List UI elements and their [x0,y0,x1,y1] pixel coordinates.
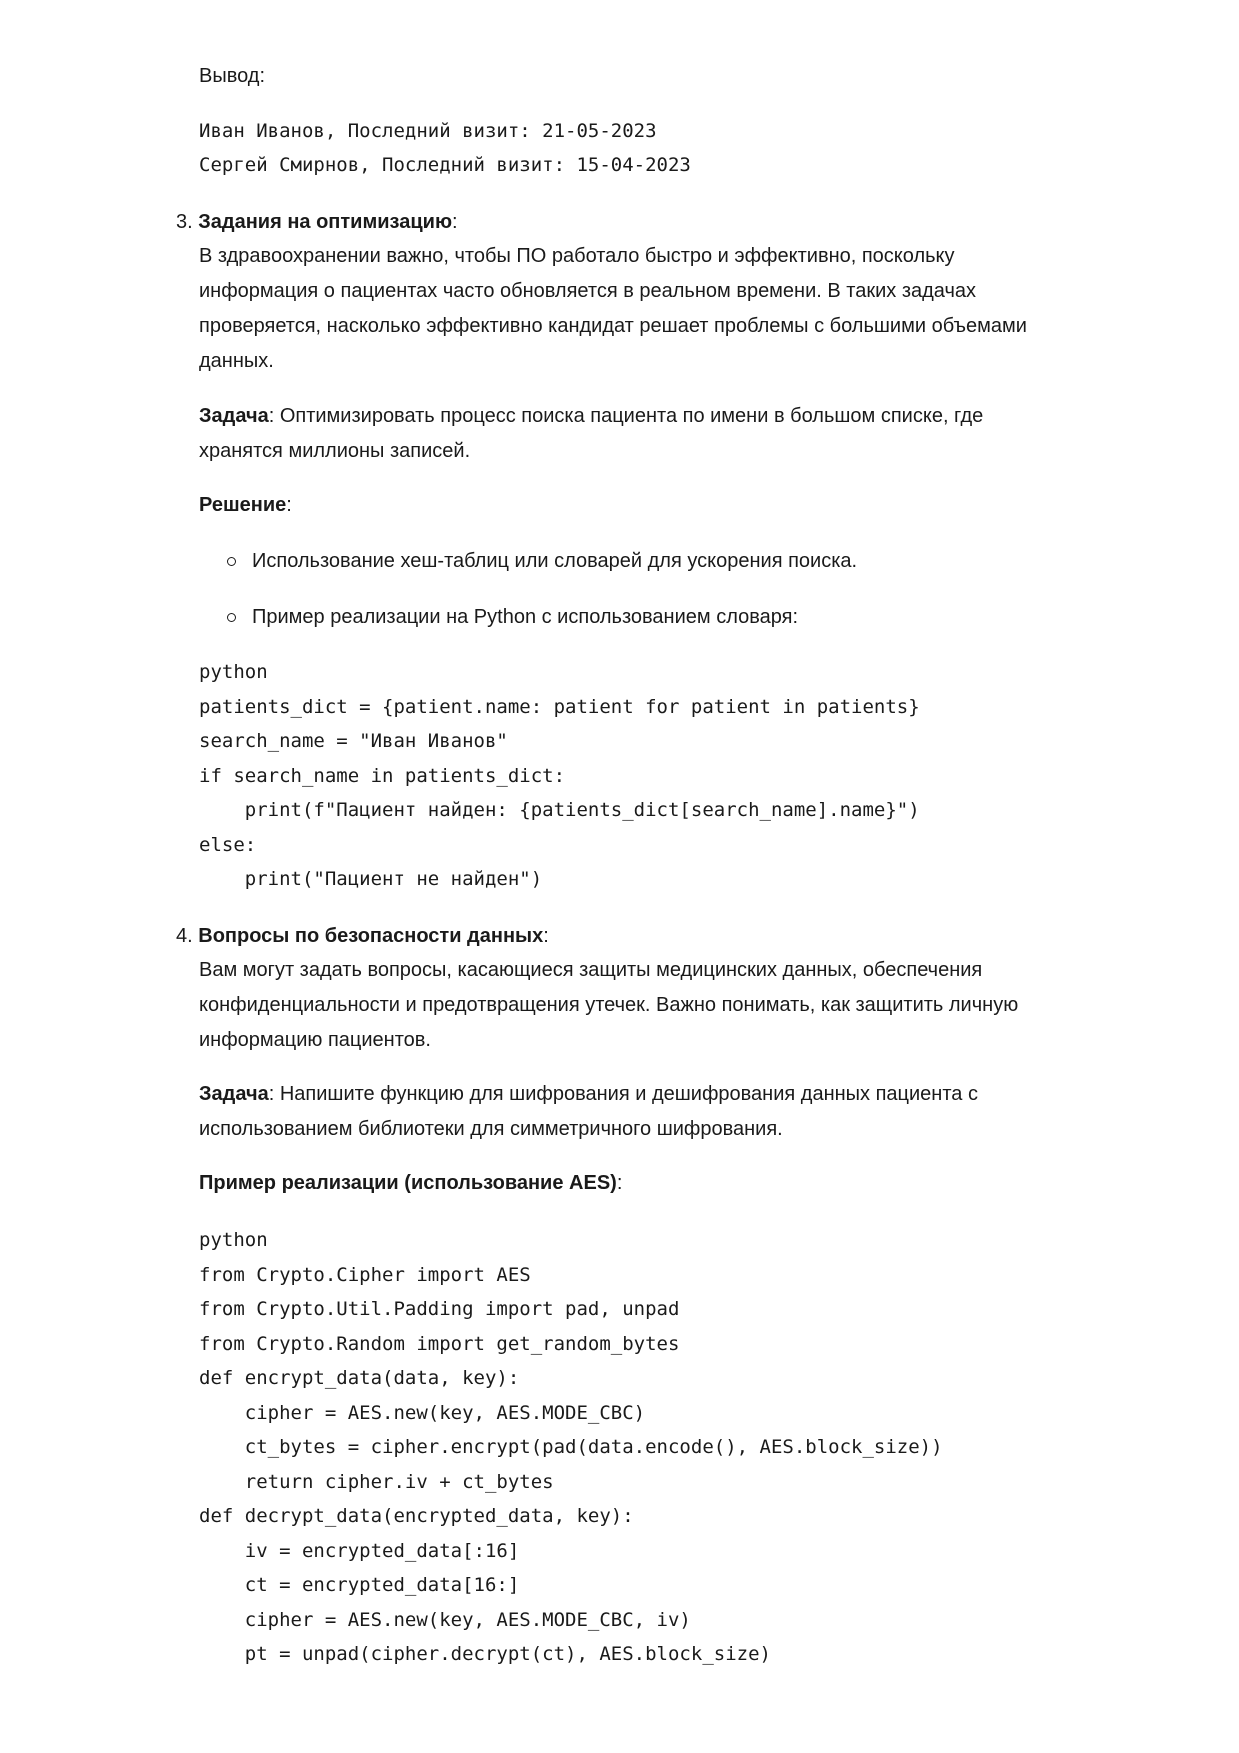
output-label: Вывод: [199,65,266,87]
section-4-heading: 4. Вопросы по безопасности данных: [176,925,549,947]
solution-label: Решение [199,494,287,516]
code-line: def decrypt_data(encrypted_data, key): [199,1505,634,1527]
code-line: from Crypto.Util.Padding import pad, unpad [199,1298,680,1320]
code-line: print(f"Пациент найден: {patients_dict[search_name].name}") [199,799,920,821]
section-3-solution-heading: Решение: [199,494,292,516]
code-line: ct = encrypted_data[16:] [199,1574,520,1596]
section-3-task: Задача: Оптимизировать процесс поиска пациента по имени в большом списке, где хранятся миллионы записей. [199,405,984,462]
code-line: else: [199,833,257,856]
section-4-task: Задача: Напишите функцию для шифрования и дешифрования данных пациента с использованием библиотеки для симметричного шифрования. [199,1083,978,1140]
section-3-heading: 3. Задания на оптимизацию: [176,211,458,233]
code-line: patients_dict = {patient.name: patient for patient in patients} [199,695,920,718]
list-item: Использование хеш-таблиц или словарей для ускорения поиска. [252,550,858,572]
section-4-paragraph: Вам могут задать вопросы, касающиеся защиты медицинских данных, обеспечения конфиденциальности и предотвращения утечек. Важно понимать, как защитить личную информацию пациентов. [199,959,1019,1051]
code-line: if search_name in patients_dict: [199,764,566,787]
code-line: search_name = "Иван Иванов" [199,730,508,752]
code-line: cipher = AES.new(key, AES.MODE_CBC) [199,1401,646,1424]
code-line: def encrypt_data(data, key): [199,1367,520,1389]
code-line: ct_bytes = cipher.encrypt(pad(data.encode(), AES.block_size)) [199,1436,943,1458]
code-line: python [199,1229,268,1251]
hollow-bullet-icon [227,557,236,566]
task-label: Задача [199,1083,269,1105]
code-line: python [199,661,268,683]
list-number: 3. [176,211,193,233]
section-4-example-heading: Пример реализации (использование AES): [199,1172,623,1194]
list-item: Пример реализации на Python с использованием словаря: [252,606,799,628]
output-line: Иван Иванов, Последний визит: 21-05-2023 [199,120,657,142]
code-block-aes [199,1223,943,1672]
hollow-bullet-icon [227,613,236,622]
task-label: Задача [199,405,269,427]
code-line: cipher = AES.new(key, AES.MODE_CBC, iv) [199,1608,691,1631]
code-line: pt = unpad(cipher.decrypt(ct), AES.block_size) [199,1643,771,1665]
code-line: print("Пациент не найден") [199,868,543,890]
example-label: Пример реализации (использование AES) [199,1172,617,1194]
code-line: return cipher.iv + ct_bytes [199,1470,554,1493]
code-line: from Crypto.Random import get_random_bytes [199,1332,680,1355]
code-line: iv = encrypted_data[:16] [199,1539,520,1562]
output-line: Сергей Смирнов, Последний визит: 15-04-2023 [199,154,691,176]
list-number: 4. [176,925,193,947]
section-3-paragraph: В здравоохранении важно, чтобы ПО работало быстро и эффективно, поскольку информация о пациентах часто обновляется в реальном времени. В таких задачах проверяется, насколько эффективно кандидат решает проблемы с большими объемами данных. [199,245,1027,372]
code-block-search [199,655,920,897]
section-title: Задания на оптимизацию [198,211,453,233]
code-line: from Crypto.Cipher import AES [199,1263,531,1286]
section-title: Вопросы по безопасности данных [198,925,544,947]
